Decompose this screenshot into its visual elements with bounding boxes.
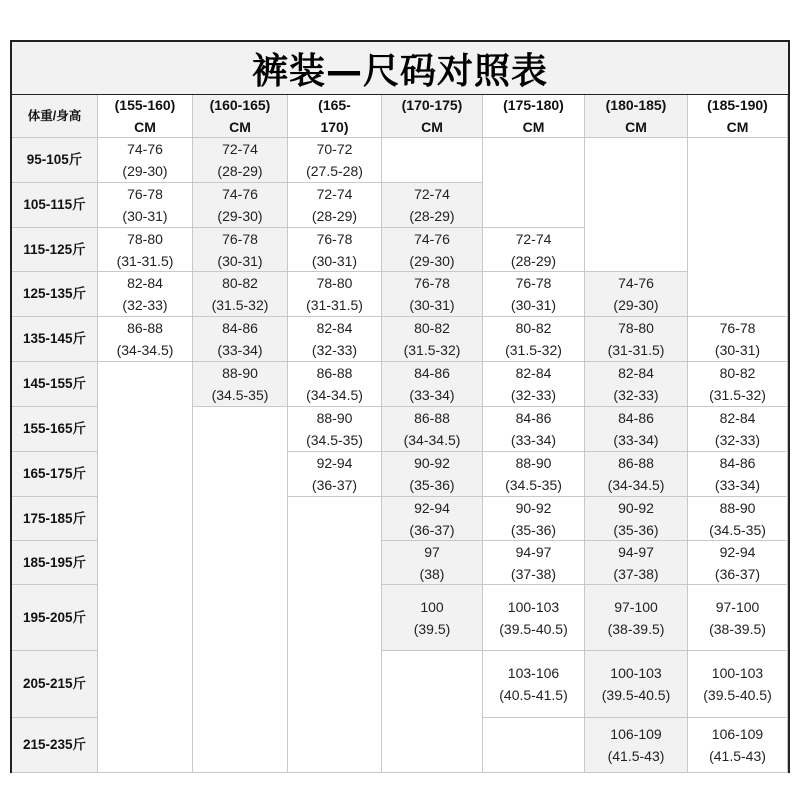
corner-header (12, 95, 98, 138)
waist-cm: 88-90 (515, 455, 552, 471)
size-cell (98, 272, 193, 317)
waist-cm: 84-86 (414, 365, 450, 381)
waist-cm: 82-84 (127, 275, 163, 291)
weight-range-label: 125-135斤 (22, 286, 87, 301)
waist-inch: (31-31.5) (607, 342, 665, 358)
waist-inch: (30-31) (714, 342, 761, 358)
column-header-line2: CM (625, 119, 647, 135)
waist-inch: (36-37) (311, 477, 358, 493)
waist-inch: (27.5-28) (306, 163, 363, 179)
size-cell (585, 407, 688, 452)
size-cell (193, 272, 288, 317)
size-cell (688, 407, 788, 452)
column-header-line1: (175-180) (503, 97, 564, 113)
waist-cm: 72-74 (515, 230, 552, 247)
empty-cell (483, 718, 585, 773)
waist-inch: (34-34.5) (306, 387, 363, 403)
waist-cm: 100-103 (610, 665, 662, 681)
waist-cm: 80-82 (515, 320, 552, 336)
size-cell (688, 651, 788, 718)
weight-range-label: 145-155斤 (22, 376, 87, 391)
row-label (12, 272, 98, 317)
waist-inch: (36-37) (714, 565, 761, 582)
waist-cm: 76-78 (515, 275, 552, 291)
column-header-line1: (165- (318, 97, 351, 113)
waist-inch: (31.5-32) (403, 342, 461, 358)
waist-inch: (30-31) (217, 252, 263, 269)
waist-cm: 80-82 (414, 320, 450, 336)
waist-inch: (30-31) (510, 297, 557, 313)
weight-range-label: 185-195斤 (22, 554, 87, 570)
waist-cm: 92-94 (719, 543, 756, 560)
empty-cell (585, 138, 688, 272)
waist-cm: 103-106 (507, 665, 560, 681)
size-cell (688, 541, 788, 585)
waist-cm: 97-100 (715, 598, 760, 615)
waist-cm: 92-94 (316, 455, 353, 471)
waist-inch: (34.5-35) (505, 477, 562, 493)
column-header (98, 95, 193, 138)
size-cell (193, 228, 288, 272)
waist-cm: 82-84 (719, 410, 756, 426)
waist-inch: (34.5-35) (211, 387, 269, 403)
waist-cm: 88-90 (222, 365, 258, 381)
row-label (12, 497, 98, 541)
size-cell (98, 183, 193, 228)
waist-cm: 78-80 (316, 275, 353, 291)
waist-inch: (28-29) (510, 252, 557, 269)
row-label (12, 651, 98, 718)
weight-range-label: 205-215斤 (22, 676, 87, 691)
waist-cm: 76-78 (127, 186, 163, 202)
waist-cm: 97 (424, 543, 440, 560)
size-cell (288, 228, 382, 272)
waist-cm: 86-88 (316, 365, 353, 381)
column-header-line2: CM (522, 119, 545, 135)
size-cell (288, 183, 382, 228)
waist-cm: 88-90 (316, 410, 353, 426)
size-cell (288, 452, 382, 497)
size-cell (288, 317, 382, 362)
waist-inch: (39.5-40.5) (601, 687, 671, 703)
waist-cm: 72-74 (414, 186, 450, 202)
row-label (12, 317, 98, 362)
waist-cm: 90-92 (515, 499, 552, 516)
empty-cell (688, 138, 788, 317)
waist-inch: (32-33) (613, 387, 659, 403)
empty-cell (382, 138, 483, 183)
waist-cm: 78-80 (618, 320, 654, 336)
size-cell (288, 272, 382, 317)
waist-cm: 80-82 (222, 275, 258, 291)
waist-cm: 84-86 (719, 455, 756, 471)
size-cell (585, 362, 688, 407)
size-cell (585, 585, 688, 651)
empty-cell (483, 138, 585, 228)
size-cell (288, 362, 382, 407)
size-cell (688, 497, 788, 541)
waist-inch: (31-31.5) (116, 252, 174, 269)
column-header (382, 95, 483, 138)
size-cell (688, 362, 788, 407)
column-header (483, 95, 585, 138)
size-cell (483, 228, 585, 272)
size-cell (382, 183, 483, 228)
waist-cm: 86-88 (127, 320, 163, 336)
waist-inch: (29-30) (613, 297, 659, 313)
waist-inch: (38-39.5) (607, 620, 665, 637)
waist-cm: 94-97 (515, 543, 552, 560)
waist-inch: (32-33) (714, 432, 761, 448)
waist-inch: (41.5-43) (607, 748, 665, 764)
waist-inch: (31.5-32) (709, 387, 766, 403)
weight-range-label: 155-165斤 (22, 421, 87, 436)
waist-inch: (32-33) (510, 387, 557, 403)
waist-cm: 100 (420, 598, 444, 615)
size-cell (585, 317, 688, 362)
waist-cm: 74-76 (222, 186, 258, 202)
waist-inch: (39.5-40.5) (703, 687, 772, 703)
size-cell (483, 541, 585, 585)
weight-range-label: 115-125斤 (23, 241, 86, 257)
waist-inch: (33-34) (409, 387, 455, 403)
waist-cm: 70-72 (316, 141, 353, 157)
waist-inch: (34.5-35) (709, 521, 766, 538)
column-header-line2: CM (229, 119, 251, 135)
waist-inch: (33-34) (714, 477, 761, 493)
weight-range-label: 175-185斤 (22, 510, 87, 526)
size-cell (382, 228, 483, 272)
row-label (12, 407, 98, 452)
waist-inch: (33-34) (510, 432, 557, 448)
column-header-line2: CM (134, 119, 156, 135)
weight-range-label: 165-175斤 (22, 466, 87, 481)
size-cell (483, 497, 585, 541)
size-cell (382, 585, 483, 651)
waist-inch: (34-34.5) (116, 342, 174, 358)
size-cell (288, 407, 382, 452)
waist-cm: 74-76 (618, 275, 654, 291)
row-label (12, 362, 98, 407)
row-label (12, 585, 98, 651)
waist-cm: 86-88 (414, 410, 450, 426)
waist-inch: (28-29) (311, 208, 358, 224)
size-cell (585, 452, 688, 497)
waist-inch: (31-31.5) (306, 297, 363, 313)
chart-title: 裤装—尺码对照表 (251, 50, 548, 92)
waist-inch: (35-36) (510, 521, 557, 538)
weight-range-label: 105-115斤 (23, 197, 86, 212)
size-cell (193, 317, 288, 362)
size-cell (585, 651, 688, 718)
size-cell (382, 407, 483, 452)
size-cell (382, 317, 483, 362)
waist-inch: (28-29) (409, 208, 455, 224)
waist-cm: 76-78 (316, 230, 353, 247)
empty-cell (193, 407, 288, 773)
waist-inch: (40.5-41.5) (499, 687, 568, 703)
waist-inch: (41.5-43) (709, 748, 766, 764)
waist-inch: (39.5-40.5) (499, 620, 568, 637)
size-cell (193, 362, 288, 407)
size-cell (688, 317, 788, 362)
waist-inch: (30-31) (311, 252, 358, 269)
waist-cm: 72-74 (316, 186, 353, 202)
row-label (12, 452, 98, 497)
size-cell (382, 497, 483, 541)
column-header-line1: (160-165) (209, 97, 271, 113)
waist-cm: 90-92 (618, 499, 654, 516)
size-cell (382, 362, 483, 407)
waist-inch: (34-34.5) (607, 477, 665, 493)
waist-inch: (33-34) (613, 432, 659, 448)
column-header-line2: CM (726, 119, 749, 135)
waist-cm: 84-86 (515, 410, 552, 426)
waist-cm: 82-84 (316, 320, 353, 336)
column-header (585, 95, 688, 138)
waist-cm: 76-78 (222, 230, 258, 247)
waist-inch: (34.5-35) (306, 432, 363, 448)
column-header (288, 95, 382, 138)
size-cell (483, 272, 585, 317)
size-cell (98, 317, 193, 362)
column-header-line1: (170-175) (401, 97, 463, 113)
waist-cm: 92-94 (414, 499, 450, 516)
waist-cm: 76-78 (719, 320, 756, 336)
size-cell (585, 497, 688, 541)
column-header (193, 95, 288, 138)
row-label (12, 718, 98, 773)
waist-inch: (37-38) (613, 565, 659, 582)
size-cell (483, 362, 585, 407)
title-row (12, 42, 788, 96)
corner-label: 体重/身高 (27, 109, 82, 123)
empty-cell (288, 497, 382, 773)
column-header-line2: 170) (320, 119, 349, 135)
waist-inch: (39.5) (413, 620, 451, 637)
waist-inch: (30-31) (122, 208, 168, 224)
waist-inch: (34-34.5) (403, 432, 461, 448)
waist-inch: (36-37) (409, 521, 455, 538)
waist-cm: 74-76 (127, 141, 163, 157)
waist-cm: 78-80 (127, 230, 163, 247)
waist-cm: 84-86 (222, 320, 258, 336)
waist-inch: (30-31) (409, 297, 455, 313)
size-cell (288, 138, 382, 183)
size-cell (585, 541, 688, 585)
row-label (12, 183, 98, 228)
size-chart-table (10, 40, 790, 773)
column-header (688, 95, 788, 138)
waist-inch: (33-34) (217, 342, 263, 358)
column-header-line1: (185-190) (707, 97, 768, 113)
size-cell (193, 183, 288, 228)
waist-inch: (32-33) (311, 342, 358, 358)
waist-inch: (31.5-32) (505, 342, 562, 358)
size-cell (688, 718, 788, 773)
size-cell (382, 452, 483, 497)
waist-cm: 100-103 (507, 598, 560, 615)
size-cell (382, 541, 483, 585)
column-header-line1: (180-185) (605, 97, 667, 113)
row-label (12, 138, 98, 183)
size-cell (483, 407, 585, 452)
waist-cm: 106-109 (610, 726, 662, 742)
row-label (12, 541, 98, 585)
weight-range-label: 195-205斤 (22, 609, 87, 625)
waist-inch: (38-39.5) (709, 620, 766, 637)
waist-cm: 97-100 (614, 598, 658, 615)
size-cell (585, 718, 688, 773)
size-cell (688, 585, 788, 651)
waist-inch: (29-30) (122, 163, 168, 179)
waist-inch: (32-33) (122, 297, 168, 313)
waist-inch: (28-29) (217, 163, 263, 179)
size-cell (483, 585, 585, 651)
waist-cm: 84-86 (618, 410, 654, 426)
empty-cell (382, 651, 483, 773)
waist-cm: 88-90 (719, 499, 756, 516)
size-cell (382, 272, 483, 317)
column-header-line1: (155-160) (114, 97, 176, 113)
waist-inch: (38) (419, 565, 445, 582)
weight-range-label: 215-235斤 (22, 737, 87, 752)
size-cell (585, 272, 688, 317)
waist-inch: (31.5-32) (211, 297, 269, 313)
size-cell (98, 138, 193, 183)
size-cell (483, 651, 585, 718)
waist-cm: 82-84 (515, 365, 552, 381)
waist-cm: 86-88 (618, 455, 654, 471)
waist-inch: (35-36) (613, 521, 659, 538)
waist-cm: 82-84 (618, 365, 654, 381)
waist-cm: 72-74 (222, 141, 258, 157)
waist-inch: (37-38) (510, 565, 557, 582)
size-cell (98, 228, 193, 272)
waist-inch: (35-36) (409, 477, 455, 493)
waist-cm: 74-76 (414, 230, 450, 247)
column-header-line2: CM (421, 119, 443, 135)
waist-cm: 80-82 (719, 365, 756, 381)
weight-range-label: 95-105斤 (26, 152, 83, 167)
size-cell (483, 317, 585, 362)
waist-cm: 90-92 (414, 455, 450, 471)
weight-range-label: 135-145斤 (22, 331, 87, 346)
waist-cm: 106-109 (711, 726, 764, 742)
empty-cell (98, 362, 193, 773)
waist-cm: 94-97 (618, 543, 654, 560)
waist-inch: (29-30) (217, 208, 263, 224)
row-label (12, 228, 98, 272)
size-cell (483, 452, 585, 497)
waist-inch: (29-30) (409, 252, 455, 269)
waist-cm: 100-103 (711, 665, 764, 681)
size-cell (193, 138, 288, 183)
waist-cm: 76-78 (414, 275, 450, 291)
size-cell (688, 452, 788, 497)
